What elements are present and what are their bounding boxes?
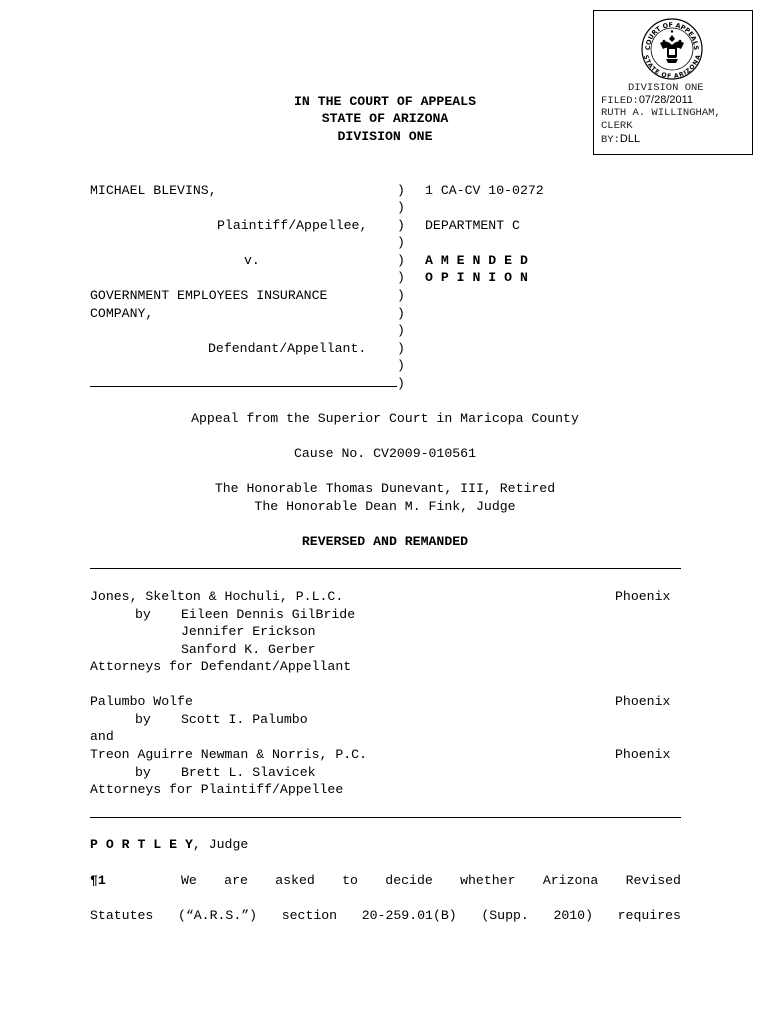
stamp-division: DIVISION ONE xyxy=(628,82,704,94)
stamp-filed: FILED:07/28/2011 xyxy=(601,94,694,107)
caption-paren: ) xyxy=(397,306,405,321)
department: DEPARTMENT C xyxy=(425,218,520,233)
body-word: (Supp. xyxy=(481,908,529,923)
caption-underline xyxy=(90,386,397,387)
body-word: whether xyxy=(460,873,516,888)
caption-paren: ) xyxy=(397,200,405,215)
body-line-2 xyxy=(90,907,681,925)
caption-paren: ) xyxy=(397,376,405,391)
body-word: section xyxy=(281,908,338,923)
stamp-by-value: DLL xyxy=(619,133,641,145)
author-name: P O R T L E Y xyxy=(90,837,193,852)
opinion-author xyxy=(90,836,248,854)
firm2-attorney: Scott I. Palumbo xyxy=(181,712,308,727)
caption-paren: ) xyxy=(397,270,405,285)
body-word: asked xyxy=(275,873,315,888)
firm2-name: Palumbo Wolfe xyxy=(90,694,193,709)
body-word: (“A.R.S.”) xyxy=(177,908,258,923)
firm2-city: Phoenix xyxy=(615,694,671,709)
divider-top xyxy=(90,568,681,569)
heading-court: IN THE COURT OF APPEALS xyxy=(293,94,477,109)
body-word: We xyxy=(181,873,197,888)
body-word: Revised xyxy=(625,873,681,888)
firm1-by: by xyxy=(135,607,151,622)
body-word: are xyxy=(224,873,248,888)
body-word: 20-259.01(B) xyxy=(361,908,457,923)
plaintiff-name: MICHAEL BLEVINS, xyxy=(90,183,217,198)
plaintiff-role: Plaintiff/Appellee, xyxy=(217,218,368,233)
caption-paren: ) xyxy=(397,235,405,250)
case-number: 1 CA-CV 10-0272 xyxy=(425,183,544,198)
firm1-attorney3: Sanford K. Gerber xyxy=(181,642,316,657)
caption-paren: ) xyxy=(397,183,405,198)
divider-bottom xyxy=(90,817,681,818)
stamp-by: BY:DLL xyxy=(601,133,641,146)
heading-division: DIVISION ONE xyxy=(337,129,433,144)
appeal-from: Appeal from the Superior Court in Maricopa County xyxy=(191,411,579,426)
amended-label: A M E N D E D xyxy=(425,253,528,268)
firm3-by: by xyxy=(135,765,151,780)
caption-paren: ) xyxy=(397,253,405,268)
caption-paren: ) xyxy=(397,288,405,303)
firm3-name: Treon Aguirre Newman & Norris, P.C. xyxy=(90,747,367,762)
counsel-and: and xyxy=(90,729,114,744)
judge-line2: The Honorable Dean M. Fink, Judge xyxy=(254,499,516,514)
firm2-by: by xyxy=(135,712,151,727)
disposition: REVERSED AND REMANDED xyxy=(301,534,469,549)
defendant-role: Defendant/Appellant. xyxy=(208,341,367,356)
stamp-clerk-name: RUTH A. WILLINGHAM, xyxy=(601,107,721,119)
firm1-for: Attorneys for Defendant/Appellant xyxy=(90,659,352,674)
versus: v. xyxy=(244,253,260,268)
stamp-filed-date: 07/28/2011 xyxy=(638,94,694,106)
body-word: Statutes xyxy=(90,908,154,923)
seal-text-top: COURT OF APPEALS xyxy=(643,20,701,51)
seal-text-bottom: STATE OF ARIZONA xyxy=(641,54,703,81)
body-line-1 xyxy=(181,872,681,890)
firm1-name: Jones, Skelton & Hochuli, P.L.C. xyxy=(90,589,344,604)
defendant-name-line1: GOVERNMENT EMPLOYEES INSURANCE xyxy=(90,288,328,303)
body-word: Arizona xyxy=(542,873,599,888)
court-seal-icon xyxy=(640,17,704,81)
firm3-city: Phoenix xyxy=(615,747,671,762)
judge-line1: The Honorable Thomas Dunevant, III, Retired xyxy=(214,481,556,496)
caption-paren: ) xyxy=(397,358,405,373)
opinion-label: O P I N I O N xyxy=(425,270,528,285)
body-word: 2010) xyxy=(553,908,594,923)
body-word: decide xyxy=(385,873,433,888)
firm3-attorney: Brett L. Slavicek xyxy=(181,765,316,780)
body-word: to xyxy=(342,873,358,888)
heading-state: STATE OF ARIZONA xyxy=(321,111,449,126)
caption-paren: ) xyxy=(397,341,405,356)
cause-number: Cause No. CV2009-010561 xyxy=(293,446,477,461)
caption-paren: ) xyxy=(397,218,405,233)
author-title: , Judge xyxy=(192,837,249,852)
defendant-name-line2: COMPANY, xyxy=(90,306,154,321)
body-word: requires xyxy=(617,908,681,923)
paragraph-mark: ¶1 xyxy=(90,873,106,888)
stamp-clerk-title: CLERK xyxy=(601,120,633,132)
firm1-attorney2: Jennifer Erickson xyxy=(181,624,316,639)
firm1-city: Phoenix xyxy=(615,589,671,604)
firm1-attorney1: Eileen Dennis GilBride xyxy=(181,607,356,622)
firm3-for: Attorneys for Plaintiff/Appellee xyxy=(90,782,344,797)
filing-stamp xyxy=(593,10,753,155)
caption-paren: ) xyxy=(397,323,405,338)
